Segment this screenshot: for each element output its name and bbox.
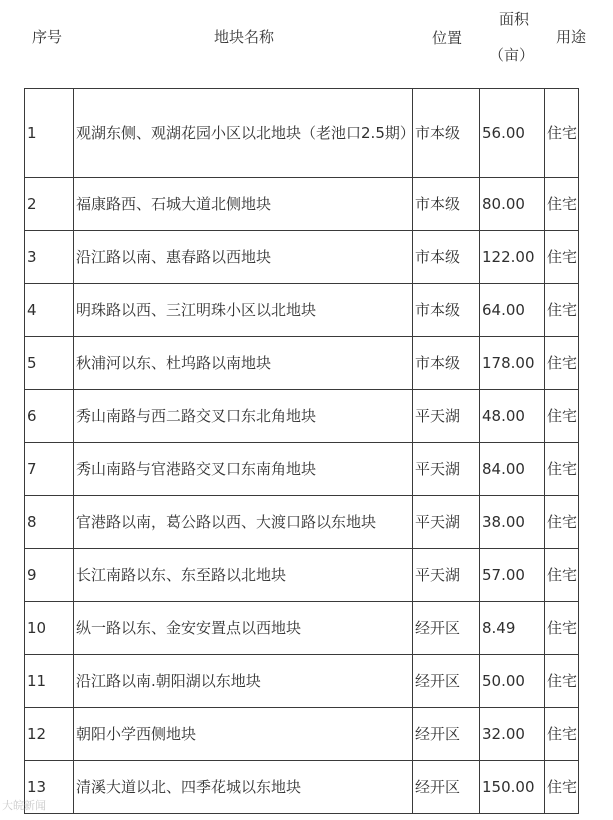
table-row [25, 549, 579, 602]
table-row [25, 708, 579, 761]
land-parcel-table [24, 88, 579, 814]
cell-area: 122.00 [480, 231, 545, 284]
cell-area: 38.00 [480, 496, 545, 549]
table-header [0, 0, 613, 88]
cell-use: 住宅 [545, 602, 579, 655]
cell-index: 12 [25, 708, 74, 761]
watermark: 大皖新闻 [2, 799, 46, 812]
table-row [25, 761, 579, 814]
cell-name: 福康路西、石城大道北侧地块 [74, 178, 413, 231]
cell-location: 经开区 [413, 761, 480, 814]
cell-index: 4 [25, 284, 74, 337]
cell-area: 8.49 [480, 602, 545, 655]
cell-index: 6 [25, 390, 74, 443]
cell-area: 56.00 [480, 89, 545, 178]
cell-location: 市本级 [413, 178, 480, 231]
cell-name: 秀山南路与西二路交叉口东北角地块 [74, 390, 413, 443]
cell-area: 84.00 [480, 443, 545, 496]
cell-index: 7 [25, 443, 74, 496]
table-row [25, 284, 579, 337]
cell-index: 3 [25, 231, 74, 284]
cell-area: 50.00 [480, 655, 545, 708]
cell-location: 市本级 [413, 231, 480, 284]
cell-index: 5 [25, 337, 74, 390]
table-row [25, 337, 579, 390]
cell-index: 2 [25, 178, 74, 231]
cell-area: 57.00 [480, 549, 545, 602]
cell-area: 32.00 [480, 708, 545, 761]
cell-use: 住宅 [545, 390, 579, 443]
cell-location: 市本级 [413, 284, 480, 337]
cell-location: 经开区 [413, 708, 480, 761]
cell-index: 13 [25, 761, 74, 814]
header-area-unit: （亩） [489, 46, 535, 64]
header-location: 位置 [432, 29, 463, 47]
cell-name: 朝阳小学西侧地块 [74, 708, 413, 761]
cell-name: 官港路以南，葛公路以西、大渡口路以东地块 [74, 496, 413, 549]
cell-location: 平天湖 [413, 390, 480, 443]
table-row [25, 89, 579, 178]
cell-name: 明珠路以西、三江明珠小区以北地块 [74, 284, 413, 337]
header-name: 地块名称 [214, 28, 275, 46]
cell-use: 住宅 [545, 496, 579, 549]
cell-area: 178.00 [480, 337, 545, 390]
header-use: 用途 [556, 28, 587, 46]
cell-use: 住宅 [545, 231, 579, 284]
cell-name: 秋浦河以东、杜坞路以南地块 [74, 337, 413, 390]
cell-use: 住宅 [545, 89, 579, 178]
cell-index: 1 [25, 89, 74, 178]
cell-name: 清溪大道以北、四季花城以东地块 [74, 761, 413, 814]
cell-location: 市本级 [413, 337, 480, 390]
cell-index: 10 [25, 602, 74, 655]
cell-location: 平天湖 [413, 549, 480, 602]
cell-location: 平天湖 [413, 496, 480, 549]
cell-area: 150.00 [480, 761, 545, 814]
cell-name: 观湖东侧、观湖花园小区以北地块（老池口2.5期） [74, 89, 413, 178]
table-row [25, 496, 579, 549]
cell-name: 沿江路以南、惠春路以西地块 [74, 231, 413, 284]
cell-use: 住宅 [545, 761, 579, 814]
table-row [25, 443, 579, 496]
cell-name: 秀山南路与官港路交叉口东南角地块 [74, 443, 413, 496]
cell-area: 64.00 [480, 284, 545, 337]
table-row [25, 602, 579, 655]
cell-name: 长江南路以东、东至路以北地块 [74, 549, 413, 602]
cell-index: 9 [25, 549, 74, 602]
cell-use: 住宅 [545, 708, 579, 761]
cell-name: 沿江路以南.朝阳湖以东地块 [74, 655, 413, 708]
cell-use: 住宅 [545, 284, 579, 337]
cell-use: 住宅 [545, 549, 579, 602]
cell-area: 80.00 [480, 178, 545, 231]
header-area: 面积 [499, 10, 530, 28]
cell-location: 平天湖 [413, 443, 480, 496]
table-row [25, 655, 579, 708]
cell-use: 住宅 [545, 178, 579, 231]
cell-area: 48.00 [480, 390, 545, 443]
table-row [25, 390, 579, 443]
cell-location: 市本级 [413, 89, 480, 178]
cell-index: 8 [25, 496, 74, 549]
cell-index: 11 [25, 655, 74, 708]
table-row [25, 231, 579, 284]
table-row [25, 178, 579, 231]
cell-name: 纵一路以东、金安安置点以西地块 [74, 602, 413, 655]
cell-use: 住宅 [545, 655, 579, 708]
cell-location: 经开区 [413, 602, 480, 655]
cell-use: 住宅 [545, 337, 579, 390]
header-index: 序号 [32, 28, 63, 46]
cell-use: 住宅 [545, 443, 579, 496]
cell-location: 经开区 [413, 655, 480, 708]
